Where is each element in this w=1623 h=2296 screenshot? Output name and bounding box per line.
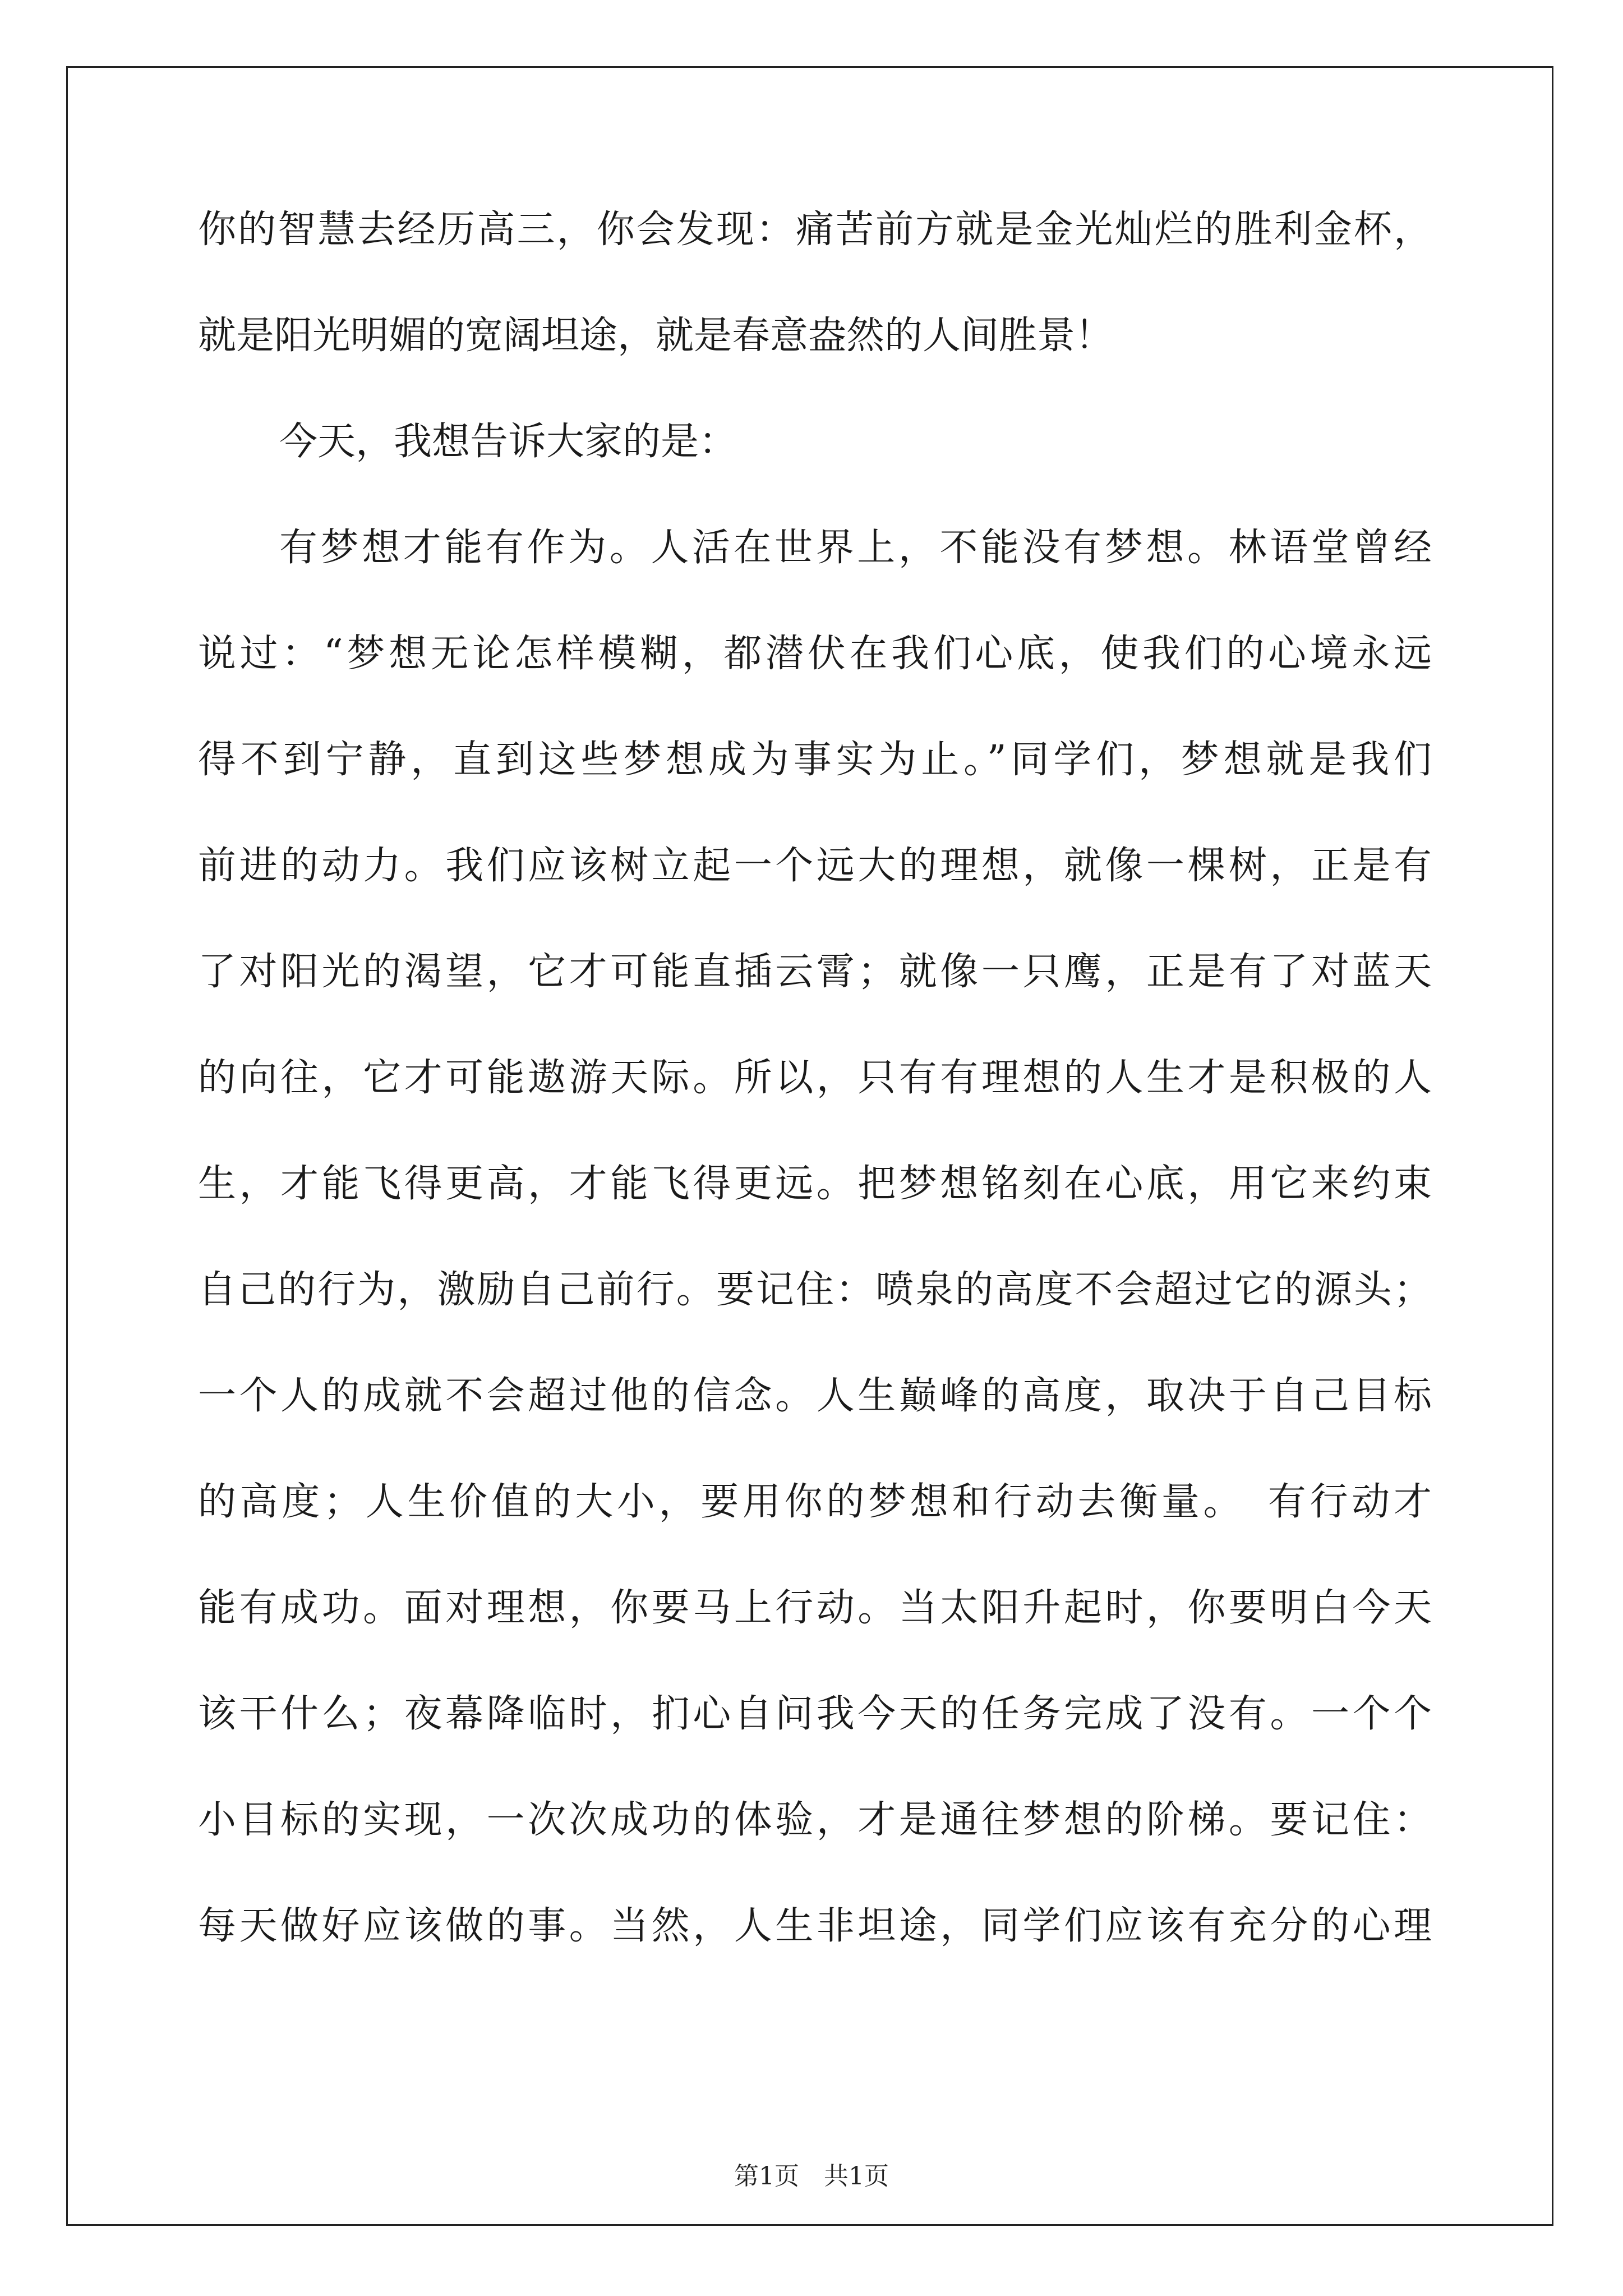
text-line: 生，才能飞得更高，才能飞得更远。把梦想铭刻在心底，用它来约束	[198, 1162, 1432, 1206]
text-line: 该干什么；夜幕降临时，扪心自问我今天的任务完成了没有。一个个	[198, 1692, 1432, 1736]
page-number: 第1页 共1页	[734, 2162, 889, 2191]
text-line: 得不到宁静，直到这些梦想成为事实为止。”同学们，梦想就是我们	[198, 738, 1432, 782]
text-line: 小目标的实现，一次次成功的体验，才是通往梦想的阶梯。要记住：	[198, 1798, 1432, 1842]
text-line: 的高度；人生价值的大小，要用你的梦想和行动去衡量。 有行动才	[198, 1480, 1432, 1524]
text-line: 说过：“梦想无论怎样模糊，都潜伏在我们心底，使我们的心境永远	[198, 632, 1432, 676]
text-line: 自己的行为，激励自己前行。要记住：喷泉的高度不会超过它的源头；	[198, 1268, 1432, 1312]
text-line: 今天，我想告诉大家的是：	[279, 420, 737, 464]
text-line: 每天做好应该做的事。当然，人生非坦途，同学们应该有充分的心理	[198, 1904, 1432, 1948]
text-line: 能有成功。面对理想，你要马上行动。当太阳升起时，你要明白今天	[198, 1586, 1432, 1630]
text-line: 前进的动力。我们应该树立起一个远大的理想，就像一棵树，正是有	[198, 844, 1432, 888]
text-line: 一个人的成就不会超过他的信念。人生巅峰的高度，取决于自己目标	[198, 1374, 1432, 1418]
text-line: 就是阳光明媚的宽阔坦途，就是春意盎然的人间胜景！	[198, 314, 1114, 358]
text-line: 有梦想才能有作为。人活在世界上，不能没有梦想。林语堂曾经	[279, 526, 1432, 570]
text-line: 了对阳光的渴望，它才可能直插云霄；就像一只鹰，正是有了对蓝天	[198, 950, 1432, 994]
text-line: 的向往，它才可能遨游天际。所以，只有有理想的人生才是积极的人	[198, 1056, 1432, 1100]
text-line: 你的智慧去经历高三，你会发现：痛苦前方就是金光灿烂的胜利金杯，	[198, 208, 1432, 252]
